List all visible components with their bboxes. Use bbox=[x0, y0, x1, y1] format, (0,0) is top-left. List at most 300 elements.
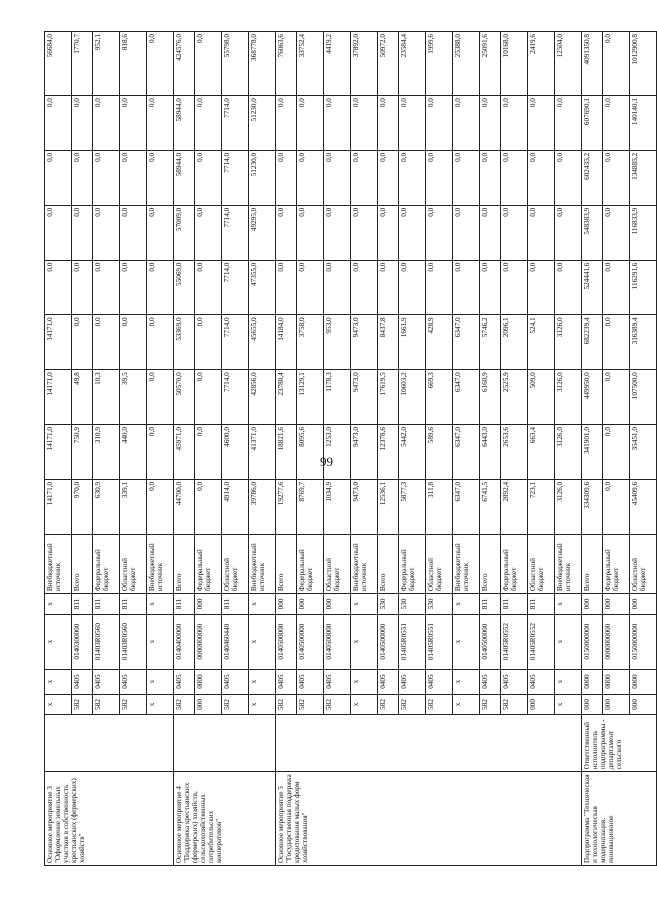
code-cell: 582 bbox=[276, 694, 297, 715]
code-cell: 582 bbox=[93, 694, 120, 715]
code-cell: x bbox=[453, 694, 480, 715]
code-cell: x bbox=[45, 594, 72, 615]
table-row bbox=[45, 32, 72, 866]
code-cell: x bbox=[453, 594, 480, 615]
value-cell: 0,0 bbox=[93, 150, 120, 205]
value-cell: 0,0 bbox=[195, 32, 222, 96]
source-cell: Федеральный бюджет bbox=[195, 534, 222, 593]
value-cell: 55798,0 bbox=[222, 32, 249, 96]
code-cell: 0405 bbox=[72, 669, 93, 694]
value-cell: 7714,0 bbox=[222, 260, 249, 315]
value-cell: 6443,0 bbox=[480, 425, 501, 480]
value-cell: 0,0 bbox=[297, 260, 324, 315]
value-cell: 3126,0 bbox=[555, 425, 582, 480]
code-cell: x bbox=[351, 594, 378, 615]
value-cell: 0,0 bbox=[453, 150, 480, 205]
value-cell: 0,0 bbox=[480, 96, 501, 151]
source-cell: Внебюджетный источник bbox=[555, 534, 582, 593]
code-cell: 0140460440 bbox=[222, 614, 249, 669]
code-cell: 811 bbox=[93, 594, 120, 615]
source-cell: Внебюджетный источник bbox=[453, 534, 480, 593]
code-cell: 0405 bbox=[378, 669, 399, 694]
value-cell: 7714,0 bbox=[222, 370, 249, 425]
source-cell: Областной бюджет bbox=[630, 534, 657, 593]
value-cell: 9473,0 bbox=[351, 479, 378, 534]
value-cell: 368778,0 bbox=[249, 32, 276, 96]
code-cell: 0405 bbox=[297, 669, 324, 694]
code-cell: 0405 bbox=[222, 669, 249, 694]
value-cell: 0,0 bbox=[276, 96, 297, 151]
value-cell: 0,0 bbox=[480, 260, 501, 315]
value-cell: 509,0 bbox=[528, 370, 555, 425]
code-cell: 0405 bbox=[528, 669, 555, 694]
value-cell: 2892,4 bbox=[501, 479, 528, 534]
value-cell: 51230,0 bbox=[249, 150, 276, 205]
value-cell: 0,0 bbox=[93, 315, 120, 370]
value-cell: 8095,6 bbox=[297, 425, 324, 480]
value-cell: 25091,6 bbox=[480, 32, 501, 96]
code-cell: 0140500000 bbox=[378, 614, 399, 669]
source-cell: Всего bbox=[378, 534, 399, 593]
value-cell: 0,0 bbox=[147, 425, 174, 480]
value-cell: 41371,0 bbox=[249, 425, 276, 480]
code-cell: 0405 bbox=[120, 669, 147, 694]
value-cell: 0,0 bbox=[378, 150, 399, 205]
value-cell: 140140,1 bbox=[630, 96, 657, 151]
code-cell: x bbox=[147, 669, 174, 694]
value-cell: 0,0 bbox=[195, 315, 222, 370]
code-cell: 582 bbox=[480, 694, 501, 715]
value-cell: 2653,6 bbox=[501, 425, 528, 480]
value-cell: 0,0 bbox=[45, 96, 72, 151]
value-cell: 0,0 bbox=[378, 205, 399, 260]
value-cell: 51230,0 bbox=[249, 96, 276, 151]
value-cell: 6347,0 bbox=[453, 370, 480, 425]
value-cell: 47355,0 bbox=[249, 260, 276, 315]
value-cell: 49,8 bbox=[72, 370, 93, 425]
value-cell: 13129,1 bbox=[297, 370, 324, 425]
value-cell: 0,0 bbox=[120, 150, 147, 205]
value-cell: 10168,0 bbox=[501, 32, 528, 96]
value-cell: 0,0 bbox=[555, 150, 582, 205]
value-cell: 0,0 bbox=[297, 96, 324, 151]
code-cell: 530 bbox=[378, 594, 399, 615]
code-cell: 0140500000 bbox=[276, 614, 297, 669]
value-cell: 0,0 bbox=[120, 315, 147, 370]
code-cell: x bbox=[249, 669, 276, 694]
value-cell: 2096,1 bbox=[501, 315, 528, 370]
source-cell: Областной бюджет bbox=[324, 534, 351, 593]
value-cell: 0,0 bbox=[324, 150, 351, 205]
code-cell: 01405R0551 bbox=[399, 614, 426, 669]
value-cell: 50972,0 bbox=[378, 32, 399, 96]
value-cell: 3758,0 bbox=[297, 315, 324, 370]
source-cell: Областной бюджет bbox=[426, 534, 453, 593]
value-cell: 0,0 bbox=[378, 96, 399, 151]
value-cell: 56684,0 bbox=[45, 32, 72, 96]
value-cell: 6160,9 bbox=[480, 370, 501, 425]
value-cell: 0,0 bbox=[351, 150, 378, 205]
value-cell: 0,0 bbox=[453, 260, 480, 315]
code-cell: x bbox=[351, 669, 378, 694]
value-cell: 14171,0 bbox=[45, 370, 72, 425]
value-cell: 58944,0 bbox=[174, 150, 195, 205]
code-cell: 0000000000 bbox=[195, 614, 222, 669]
value-cell: 1253,0 bbox=[324, 425, 351, 480]
value-cell: 0,0 bbox=[528, 260, 555, 315]
value-cell: 818,6 bbox=[120, 32, 147, 96]
code-cell: x bbox=[147, 694, 174, 715]
value-cell: 0,0 bbox=[147, 315, 174, 370]
code-cell: 0405 bbox=[426, 669, 453, 694]
value-cell: 440,0 bbox=[120, 425, 147, 480]
value-cell: 57009,0 bbox=[174, 205, 195, 260]
value-cell: 0,0 bbox=[147, 32, 174, 96]
value-cell: 0,0 bbox=[426, 260, 453, 315]
value-cell: 970,0 bbox=[72, 479, 93, 534]
value-cell: 7714,0 bbox=[222, 315, 249, 370]
value-cell: 0,0 bbox=[426, 96, 453, 151]
value-cell: 1661,9 bbox=[399, 315, 426, 370]
value-cell: 0,0 bbox=[195, 96, 222, 151]
value-cell: 0,0 bbox=[72, 260, 93, 315]
value-cell: 42856,0 bbox=[249, 370, 276, 425]
value-cell: 428,9 bbox=[426, 315, 453, 370]
value-cell: 10,3 bbox=[93, 370, 120, 425]
code-cell: x bbox=[351, 694, 378, 715]
code-cell: 582 bbox=[378, 694, 399, 715]
code-cell: 811 bbox=[480, 594, 501, 615]
value-cell: 45409,6 bbox=[630, 479, 657, 534]
value-cell: 12536,1 bbox=[378, 479, 399, 534]
code-cell: 0150000000 bbox=[582, 614, 603, 669]
code-cell: 0000 bbox=[582, 669, 603, 694]
value-cell: 607690,1 bbox=[582, 96, 603, 151]
value-cell: 6347,0 bbox=[453, 479, 480, 534]
value-cell: 14171,0 bbox=[45, 315, 72, 370]
value-cell: 723,1 bbox=[528, 479, 555, 534]
value-cell: 589,6 bbox=[426, 425, 453, 480]
value-cell: 524441,6 bbox=[582, 260, 603, 315]
source-cell: Всего bbox=[276, 534, 297, 593]
value-cell: 6741,5 bbox=[480, 479, 501, 534]
source-cell: Федеральный бюджет bbox=[603, 534, 630, 593]
value-cell: 0,0 bbox=[555, 96, 582, 151]
value-cell: 76063,6 bbox=[276, 32, 297, 96]
value-cell: 0,0 bbox=[453, 96, 480, 151]
value-cell: 0,0 bbox=[324, 205, 351, 260]
code-cell: 0140500000 bbox=[324, 614, 351, 669]
value-cell: 0,0 bbox=[195, 260, 222, 315]
program-name-cell: Подпрограмма "Техническая и технологическая модернизация, инновационное bbox=[582, 772, 657, 866]
value-cell: 107500,0 bbox=[630, 370, 657, 425]
value-cell: 0,0 bbox=[195, 425, 222, 480]
value-cell: 0,0 bbox=[120, 205, 147, 260]
value-cell: 1770,7 bbox=[72, 32, 93, 96]
value-cell: 0,0 bbox=[297, 205, 324, 260]
code-cell: 530 bbox=[399, 594, 426, 615]
source-cell: Внебюджетный источник bbox=[147, 534, 174, 593]
value-cell: 0,0 bbox=[147, 370, 174, 425]
value-cell: 0,0 bbox=[603, 479, 630, 534]
value-cell: 0,0 bbox=[324, 260, 351, 315]
value-cell: 39786,0 bbox=[249, 479, 276, 534]
page-number: 99 bbox=[320, 454, 333, 469]
value-cell: 55069,0 bbox=[174, 260, 195, 315]
source-cell: Внебюджетный источник bbox=[249, 534, 276, 593]
code-cell: 0405 bbox=[174, 669, 195, 694]
code-cell: 811 bbox=[501, 594, 528, 615]
source-cell: Областной бюджет bbox=[120, 534, 147, 593]
value-cell: 4091350,8 bbox=[582, 32, 603, 96]
code-cell: 0150000000 bbox=[630, 614, 657, 669]
code-cell: x bbox=[453, 669, 480, 694]
value-cell: 0,0 bbox=[399, 260, 426, 315]
code-cell: x bbox=[45, 694, 72, 715]
value-cell: 0,0 bbox=[351, 96, 378, 151]
table-row bbox=[174, 32, 195, 866]
code-cell: x bbox=[249, 614, 276, 669]
program-name-cell: Основное мероприятие 3 "Оформление земельных участков в собственность крестьянских (фермерских) хозяйств" bbox=[45, 772, 174, 866]
code-cell: x bbox=[147, 594, 174, 615]
value-cell: 3126,0 bbox=[555, 479, 582, 534]
value-cell: 316389,4 bbox=[630, 315, 657, 370]
code-cell: 0000000000 bbox=[603, 614, 630, 669]
value-cell: 341901,0 bbox=[582, 425, 603, 480]
table-body bbox=[45, 32, 657, 866]
code-cell: 01405R0551 bbox=[426, 614, 453, 669]
value-cell: 23584,4 bbox=[399, 32, 426, 96]
value-cell: 0,0 bbox=[147, 260, 174, 315]
value-cell: 952,1 bbox=[93, 32, 120, 96]
value-cell: 0,0 bbox=[378, 260, 399, 315]
value-cell: 4600,0 bbox=[222, 425, 249, 480]
value-cell: 6347,0 bbox=[453, 425, 480, 480]
value-cell: 750,9 bbox=[72, 425, 93, 480]
value-cell: 4914,0 bbox=[222, 479, 249, 534]
value-cell: 44700,0 bbox=[174, 479, 195, 534]
value-cell: 5746,2 bbox=[480, 315, 501, 370]
code-cell: x bbox=[45, 669, 72, 694]
code-cell: 582 bbox=[324, 694, 351, 715]
source-cell: Всего bbox=[72, 534, 93, 593]
value-cell: 35451,0 bbox=[630, 425, 657, 480]
value-cell: 0,0 bbox=[195, 479, 222, 534]
code-cell: 582 bbox=[72, 694, 93, 715]
value-cell: 0,0 bbox=[501, 205, 528, 260]
value-cell: 602435,2 bbox=[582, 150, 603, 205]
value-cell: 39,5 bbox=[120, 370, 147, 425]
value-cell: 19277,6 bbox=[276, 479, 297, 534]
code-cell: x bbox=[45, 614, 72, 669]
value-cell: 0,0 bbox=[195, 205, 222, 260]
value-cell: 9473,0 bbox=[351, 315, 378, 370]
value-cell: 0,0 bbox=[45, 205, 72, 260]
value-cell: 0,0 bbox=[276, 150, 297, 205]
code-cell: 01403R0560 bbox=[120, 614, 147, 669]
value-cell: 0,0 bbox=[603, 260, 630, 315]
value-cell: 0,0 bbox=[603, 32, 630, 96]
value-cell: 0,0 bbox=[72, 205, 93, 260]
code-cell: x bbox=[147, 614, 174, 669]
value-cell: 334309,6 bbox=[582, 479, 603, 534]
code-cell: 582 bbox=[426, 694, 453, 715]
value-cell: 0,0 bbox=[555, 260, 582, 315]
value-cell: 58944,0 bbox=[174, 96, 195, 151]
value-cell: 7714,0 bbox=[222, 150, 249, 205]
code-cell: 0405 bbox=[501, 669, 528, 694]
value-cell: 0,0 bbox=[603, 425, 630, 480]
executor-cell: Ответственный исполнитель подпрограммы - департамент сельского bbox=[582, 715, 657, 772]
code-cell: 000 bbox=[603, 694, 630, 715]
code-cell: 01403R0560 bbox=[93, 614, 120, 669]
program-name-cell: Основное мероприятие 4 "Поддержка крестьянских (фермерских) хозяйств, сельскохозяйственных потребительских кооперативов" bbox=[174, 772, 276, 866]
code-cell: x bbox=[555, 669, 582, 694]
value-cell: 0,0 bbox=[93, 205, 120, 260]
value-cell: 23780,4 bbox=[276, 370, 297, 425]
rotated-table-wrapper bbox=[44, 31, 647, 866]
value-cell: 0,0 bbox=[480, 205, 501, 260]
value-cell: 0,0 bbox=[399, 96, 426, 151]
source-cell: Всего bbox=[582, 534, 603, 593]
code-cell: 01405R0552 bbox=[501, 614, 528, 669]
value-cell: 0,0 bbox=[603, 370, 630, 425]
source-cell: Областной бюджет bbox=[222, 534, 249, 593]
value-cell: 0,0 bbox=[426, 205, 453, 260]
value-cell: 0,0 bbox=[72, 315, 93, 370]
value-cell: 0,0 bbox=[351, 260, 378, 315]
code-cell: 582 bbox=[120, 694, 147, 715]
code-cell: x bbox=[555, 594, 582, 615]
code-cell: 000 bbox=[195, 694, 222, 715]
source-cell: Всего bbox=[480, 534, 501, 593]
code-cell: 811 bbox=[72, 594, 93, 615]
value-cell: 37892,0 bbox=[351, 32, 378, 96]
table-row bbox=[582, 32, 603, 866]
code-cell: 0405 bbox=[93, 669, 120, 694]
code-cell: 811 bbox=[174, 594, 195, 615]
value-cell: 0,0 bbox=[93, 96, 120, 151]
value-cell: 53369,0 bbox=[174, 315, 195, 370]
value-cell: 14184,0 bbox=[276, 315, 297, 370]
value-cell: 9473,0 bbox=[351, 370, 378, 425]
value-cell: 682239,4 bbox=[582, 315, 603, 370]
value-cell: 0,0 bbox=[147, 479, 174, 534]
value-cell: 311,8 bbox=[426, 479, 453, 534]
value-cell: 339,1 bbox=[120, 479, 147, 534]
value-cell: 0,0 bbox=[399, 205, 426, 260]
code-cell: x bbox=[351, 614, 378, 669]
value-cell: 1012900,8 bbox=[630, 32, 657, 96]
value-cell: 134885,2 bbox=[630, 150, 657, 205]
executor-cell bbox=[276, 715, 582, 772]
value-cell: 1034,9 bbox=[324, 479, 351, 534]
table-row bbox=[276, 32, 297, 866]
code-cell: 582 bbox=[174, 694, 195, 715]
value-cell: 0,0 bbox=[147, 205, 174, 260]
source-cell: Всего bbox=[174, 534, 195, 593]
code-cell: 582 bbox=[297, 694, 324, 715]
code-cell: 0405 bbox=[276, 669, 297, 694]
value-cell: 663,4 bbox=[528, 425, 555, 480]
code-cell: 0140400000 bbox=[174, 614, 195, 669]
value-cell: 14171,0 bbox=[45, 425, 72, 480]
code-cell: x bbox=[555, 694, 582, 715]
value-cell: 49295,0 bbox=[249, 205, 276, 260]
value-cell: 45971,0 bbox=[174, 425, 195, 480]
code-cell: 0140500000 bbox=[297, 614, 324, 669]
code-cell: x bbox=[249, 594, 276, 615]
code-cell: x bbox=[453, 614, 480, 669]
value-cell: 0,0 bbox=[276, 260, 297, 315]
value-cell: 8769,7 bbox=[297, 479, 324, 534]
code-cell: x bbox=[555, 614, 582, 669]
value-cell: 0,0 bbox=[297, 150, 324, 205]
executor-cell bbox=[45, 715, 174, 772]
value-cell: 0,0 bbox=[555, 205, 582, 260]
value-cell: 9473,0 bbox=[351, 425, 378, 480]
source-cell: Внебюджетный источник bbox=[351, 534, 378, 593]
value-cell: 0,0 bbox=[45, 150, 72, 205]
value-cell: 0,0 bbox=[72, 96, 93, 151]
value-cell: 0,0 bbox=[603, 205, 630, 260]
value-cell: 0,0 bbox=[45, 260, 72, 315]
value-cell: 18821,6 bbox=[276, 425, 297, 480]
value-cell: 2419,6 bbox=[528, 32, 555, 96]
code-cell: 582 bbox=[399, 694, 426, 715]
value-cell: 0,0 bbox=[147, 96, 174, 151]
code-cell: 000 bbox=[297, 594, 324, 615]
source-cell: Федеральный бюджет bbox=[93, 534, 120, 593]
value-cell: 1999,6 bbox=[426, 32, 453, 96]
value-cell: 310,9 bbox=[93, 425, 120, 480]
value-cell: 953,0 bbox=[324, 315, 351, 370]
value-cell: 6347,0 bbox=[453, 315, 480, 370]
value-cell: 0,0 bbox=[324, 96, 351, 151]
code-cell: 0000 bbox=[603, 669, 630, 694]
value-cell: 0,0 bbox=[93, 260, 120, 315]
value-cell: 14171,0 bbox=[45, 479, 72, 534]
code-cell: 811 bbox=[120, 594, 147, 615]
value-cell: 3126,0 bbox=[555, 315, 582, 370]
value-cell: 0,0 bbox=[195, 150, 222, 205]
value-cell: 548383,9 bbox=[582, 205, 603, 260]
value-cell: 2525,9 bbox=[501, 370, 528, 425]
value-cell: 25388,0 bbox=[453, 32, 480, 96]
source-cell: Федеральный бюджет bbox=[399, 534, 426, 593]
value-cell: 0,0 bbox=[351, 205, 378, 260]
source-cell: Федеральный бюджет bbox=[297, 534, 324, 593]
value-cell: 0,0 bbox=[120, 260, 147, 315]
code-cell: 0405 bbox=[399, 669, 426, 694]
value-cell: 0,0 bbox=[399, 150, 426, 205]
value-cell: 0,0 bbox=[603, 96, 630, 151]
value-cell: 50570,0 bbox=[174, 370, 195, 425]
value-cell: 5877,3 bbox=[399, 479, 426, 534]
value-cell: 630,9 bbox=[93, 479, 120, 534]
code-cell: 000 bbox=[630, 594, 657, 615]
value-cell: 424576,0 bbox=[174, 32, 195, 96]
value-cell: 1178,3 bbox=[324, 370, 351, 425]
value-cell: 7714,0 bbox=[222, 205, 249, 260]
code-cell: 582 bbox=[222, 694, 249, 715]
value-cell: 0,0 bbox=[480, 150, 501, 205]
code-cell: 811 bbox=[222, 594, 249, 615]
value-cell: 524,1 bbox=[528, 315, 555, 370]
code-cell: 582 bbox=[501, 694, 528, 715]
value-cell: 0,0 bbox=[501, 150, 528, 205]
source-cell: Федеральный бюджет bbox=[501, 534, 528, 593]
